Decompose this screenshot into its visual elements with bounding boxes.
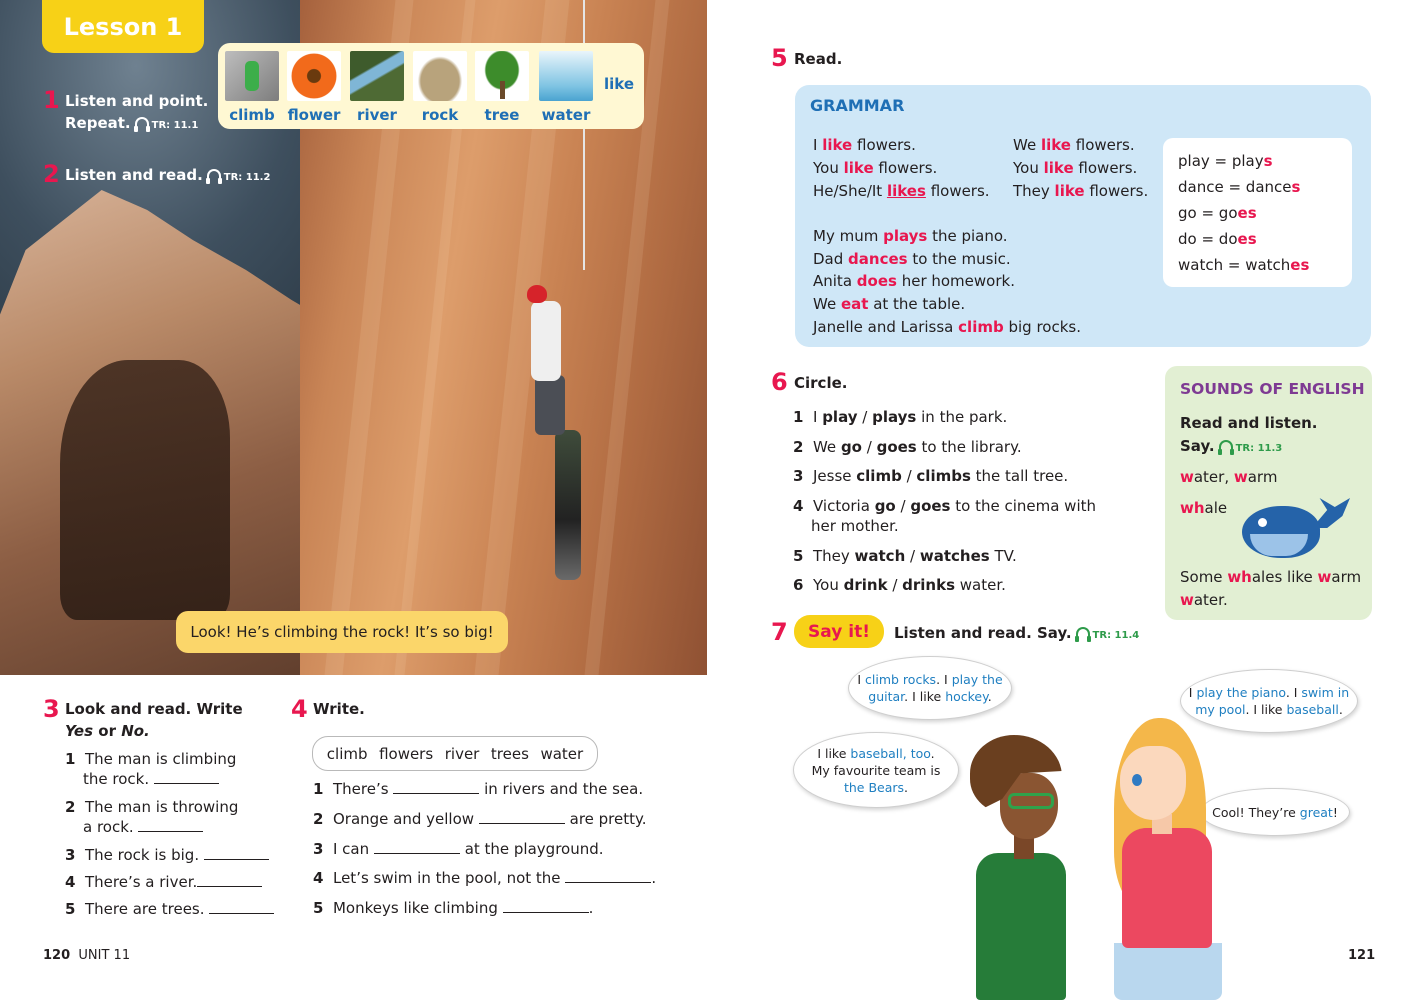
spelling-rule: play = plays: [1178, 152, 1273, 170]
vocab-tree: tree: [474, 51, 530, 124]
vocab-river: river: [349, 51, 405, 124]
activity-1-repeat: Repeat. TR: 11.1: [65, 114, 199, 132]
grammar-title: GRAMMAR: [810, 96, 905, 115]
activity-3-yes-no: Yes or No.: [65, 722, 150, 740]
list-item: 4 There’s a river.: [65, 873, 262, 891]
headphones-icon: [135, 117, 149, 129]
activity-7-instruction: Listen and read. Say. TR: 11.4: [894, 624, 1140, 642]
grammar-line: You like flowers.: [813, 159, 938, 177]
spelling-rule: dance = dances: [1178, 178, 1301, 196]
tree-picture: [475, 51, 529, 101]
sounds-sentence-cont: water.: [1180, 591, 1228, 609]
list-item: 2 We go / goes to the library.: [793, 438, 1022, 456]
list-item-cont: the rock.: [83, 770, 219, 788]
rock-climber: [525, 285, 585, 595]
sounds-instruction: Read and listen.: [1180, 414, 1318, 432]
list-item: 5 They watch / watches TV.: [793, 547, 1017, 565]
word-bank-item: climb: [326, 744, 368, 763]
choice-option[interactable]: goes: [910, 497, 951, 515]
lesson-tab: Lesson 1: [42, 0, 204, 53]
list-item: 3 I can at the playground.: [313, 840, 604, 858]
choice-option[interactable]: watch: [854, 547, 906, 565]
sounds-say: Say. TR: 11.3: [1180, 437, 1283, 455]
choice-option[interactable]: drinks: [902, 576, 955, 594]
activity-5-number: 5: [771, 44, 788, 72]
grammar-example: My mum plays the piano.: [813, 227, 1008, 245]
answer-blank[interactable]: [154, 783, 219, 784]
headphones-icon: [1076, 627, 1090, 639]
list-item: 4 Victoria go / goes to the cinema with: [793, 497, 1097, 515]
activity-4-instruction: Write.: [313, 700, 365, 718]
answer-blank[interactable]: [503, 912, 589, 913]
page-folio-left: 120 UNIT 11: [43, 948, 131, 963]
choice-option[interactable]: go: [840, 438, 862, 456]
answer-blank[interactable]: [374, 853, 460, 854]
list-item: 1 I play / plays in the park.: [793, 408, 1008, 426]
word-bank-item: trees: [490, 744, 529, 763]
speech-bubble-boy-1: I climb rocks. I play the guitar. I like hockey.: [848, 656, 1012, 720]
girl-illustration: [1110, 718, 1230, 1000]
word-bank: [312, 736, 598, 771]
vocab-climb: climb: [224, 51, 280, 124]
activity-2-number: 2: [43, 160, 60, 188]
answer-blank[interactable]: [565, 882, 651, 883]
choice-option[interactable]: climbs: [916, 467, 971, 485]
grammar-example: We eat at the table.: [813, 295, 966, 313]
grammar-line: We like flowers.: [1013, 136, 1135, 154]
list-item: 3 Jesse climb / climbs the tall tree.: [793, 467, 1069, 485]
list-item: 2 Orange and yellow are pretty.: [313, 810, 647, 828]
grammar-line: You like flowers.: [1013, 159, 1138, 177]
speech-bubble-girl-2: Cool! They’re great!: [1200, 788, 1350, 836]
sounds-title: SOUNDS OF ENGLISH: [1180, 380, 1365, 398]
activity-6-number: 6: [771, 368, 788, 396]
activity-2-instruction: Listen and read. TR: 11.2: [65, 166, 271, 184]
answer-blank[interactable]: [197, 886, 262, 887]
list-item: 6 You drink / drinks water.: [793, 576, 1006, 594]
activity-6-instruction: Circle.: [794, 374, 848, 392]
headphones-icon: [207, 169, 221, 181]
list-item: 4 Let’s swim in the pool, not the .: [313, 869, 657, 887]
choice-option[interactable]: climb: [856, 467, 902, 485]
list-item-cont: a rock.: [83, 818, 203, 836]
climbing-rope: [583, 0, 585, 270]
activity-3-number: 3: [43, 695, 60, 723]
headphones-icon: [1219, 440, 1233, 452]
grammar-example: Dad dances to the music.: [813, 250, 1011, 268]
answer-blank[interactable]: [393, 793, 479, 794]
vocab-flower: flower: [286, 51, 342, 124]
sounds-words-2: whale: [1180, 499, 1228, 517]
activity-3-instruction: Look and read. Write: [65, 700, 243, 718]
speech-bubble-boy-2: I like baseball, too. My favourite team is the Bears.: [793, 732, 959, 808]
rock-picture: [413, 51, 467, 101]
list-item-cont: her mother.: [811, 517, 899, 535]
list-item: 5 There are trees.: [65, 900, 274, 918]
vocab-water: water: [538, 51, 594, 124]
choice-option[interactable]: drink: [843, 576, 888, 594]
activity-1-number: 1: [43, 86, 60, 114]
mountain-shadow: [60, 360, 230, 620]
whale-picture: [1242, 498, 1352, 560]
grammar-line: I like flowers.: [813, 136, 916, 154]
spelling-rule: do = does: [1178, 230, 1257, 248]
word-bank-item: water: [540, 744, 584, 763]
sounds-sentence: Some whales like warm: [1180, 568, 1362, 586]
list-item: 1 There’s in rivers and the sea.: [313, 780, 644, 798]
river-picture: [350, 51, 404, 101]
flower-picture: [287, 51, 341, 101]
speech-caption: Look! He’s climbing the rock! It’s so big!: [176, 611, 508, 653]
grammar-line: They like flowers.: [1013, 182, 1149, 200]
word-bank-item: river: [444, 744, 480, 763]
activity-4-number: 4: [291, 695, 308, 723]
list-item: 3 The rock is big.: [65, 846, 269, 864]
choice-option[interactable]: watches: [919, 547, 990, 565]
answer-blank[interactable]: [204, 859, 269, 860]
vocab-rock: rock: [412, 51, 468, 124]
activity-1-instruction: Listen and point.: [65, 92, 209, 110]
answer-blank[interactable]: [138, 831, 203, 832]
list-item: 5 Monkeys like climbing .: [313, 899, 594, 917]
grammar-line: He/She/It likes flowers.: [813, 182, 990, 200]
answer-blank[interactable]: [479, 823, 565, 824]
choice-option[interactable]: goes: [876, 438, 917, 456]
grammar-example: Anita does her homework.: [813, 272, 1015, 290]
spelling-rule: go = goes: [1178, 204, 1257, 222]
say-it-badge: Say it!: [794, 615, 884, 648]
grammar-example: Janelle and Larissa climb big rocks.: [813, 318, 1081, 336]
vocabulary-box: [218, 43, 644, 129]
word-bank-item: flowers: [379, 744, 434, 763]
choice-option[interactable]: go: [874, 497, 896, 515]
answer-blank[interactable]: [209, 913, 274, 914]
choice-option[interactable]: play: [822, 408, 858, 426]
list-item: 2 The man is throwing: [65, 798, 239, 816]
speech-bubble-girl-1: I play the piano. I swim in my pool. I like baseball.: [1180, 669, 1358, 733]
climbing-wall-picture: [225, 51, 279, 101]
sounds-words-1: water, warm: [1180, 468, 1278, 486]
vocab-like: like: [604, 75, 635, 93]
activity-5-instruction: Read.: [794, 50, 843, 68]
activity-7-number: 7: [771, 618, 788, 646]
choice-option[interactable]: plays: [872, 408, 917, 426]
boy-illustration: [970, 735, 1070, 1000]
water-splash-picture: [539, 51, 593, 101]
page-folio-right: 121: [1348, 948, 1376, 963]
list-item: 1 The man is climbing: [65, 750, 237, 768]
spelling-rule: watch = watches: [1178, 256, 1310, 274]
